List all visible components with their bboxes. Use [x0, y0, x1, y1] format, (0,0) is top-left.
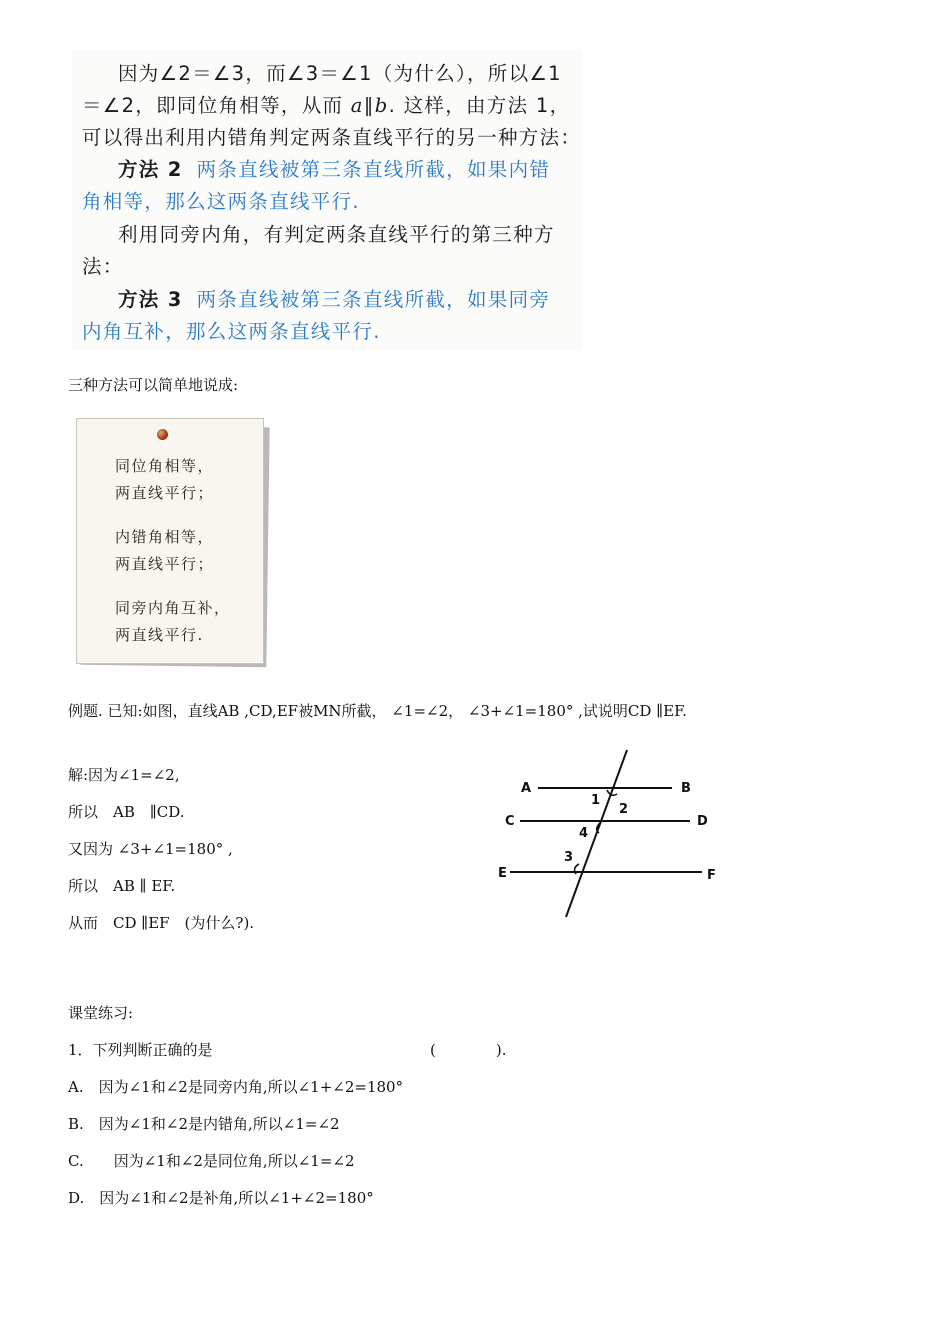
var-b: b [374, 94, 389, 117]
excerpt-line-7: 法： [82, 255, 124, 278]
pushpin-icon [157, 429, 168, 440]
line-mn [566, 750, 627, 917]
label-b: B [681, 781, 691, 796]
note-line-3: 内错角相等， [115, 528, 215, 546]
solution-line-1: 解:因为∠1=∠2, [68, 766, 180, 784]
excerpt-line-6: 利用同旁内角，有判定两条直线平行的第三种方 [118, 223, 555, 246]
parallel-symbol: ∥ [363, 94, 375, 117]
solution-line-2: 所以 AB ∥CD. [68, 803, 185, 821]
method-3-line-1 [118, 284, 550, 312]
summary-intro: 三种方法可以简单地说成: [68, 376, 239, 394]
label-angle-2: 2 [619, 802, 629, 817]
parallel-lines-figure [490, 740, 730, 925]
note-line-1: 同位角相等， [115, 457, 215, 475]
label-f: F [707, 868, 716, 883]
method-2-text-1: 两条直线被第三条直线所截，如果内错 [196, 158, 551, 181]
method-2-label: 方法 2 [118, 158, 183, 181]
note-paper [76, 418, 264, 664]
excerpt-line-2b: . 这样，由方法 1， [388, 94, 571, 117]
excerpt-line-3: 可以得出利用内错角判定两条直线平行的另一种方法： [82, 126, 582, 149]
method-2-line-1 [118, 154, 550, 182]
var-a: a [350, 94, 364, 117]
question-1: 1．下列判断正确的是 [68, 1041, 213, 1059]
method-3-text-2: 内角互补，那么这两条直线平行. [82, 320, 381, 343]
method-3-label: 方法 3 [118, 288, 183, 311]
note-line-5: 同旁内角互补， [115, 599, 231, 617]
label-c: C [505, 814, 515, 829]
label-e: E [498, 866, 507, 881]
excerpt-line-2a: ＝∠2，即同位角相等，从而 [82, 94, 351, 117]
note-line-6: 两直线平行. [115, 626, 204, 644]
solution-line-4: 所以 AB ∥ EF. [68, 877, 176, 895]
option-a: A. 因为∠1和∠2是同旁内角,所以∠1+∠2=180° [68, 1078, 404, 1096]
note-line-4: 两直线平行； [115, 555, 215, 573]
option-d: D. 因为∠1和∠2是补角,所以∠1+∠2=180° [68, 1189, 374, 1207]
label-d: D [697, 814, 708, 829]
option-c: C. 因为∠1和∠2是同位角,所以∠1=∠2 [68, 1152, 355, 1170]
solution-line-3: 又因为 ∠3+∠1=180° , [68, 840, 233, 858]
method-2-text-2: 角相等，那么这两条直线平行. [82, 190, 360, 213]
excerpt-line-2 [82, 90, 570, 118]
textbook-excerpt [72, 50, 582, 350]
method-3-text-1: 两条直线被第三条直线所截，如果同旁 [196, 288, 551, 311]
solution-line-5: 从而 CD ∥EF (为什么?). [68, 914, 255, 932]
answer-blank: ( ). [430, 1041, 507, 1059]
label-angle-4: 4 [579, 826, 589, 841]
label-angle-1: 1 [591, 793, 601, 808]
note-card [74, 416, 270, 668]
exercise-heading: 课堂练习: [68, 1004, 134, 1022]
label-a: A [521, 781, 532, 796]
excerpt-line-1: 因为∠2＝∠3，而∠3＝∠1（为什么），所以∠1 [118, 62, 562, 85]
example-statement: 例题. 已知:如图，直线AB ,CD,EF被MN所截， ∠1=∠2， ∠3+∠1=180° ,试说明CD ∥EF. [68, 702, 687, 720]
label-angle-3: 3 [564, 850, 574, 865]
option-b: B. 因为∠1和∠2是内错角,所以∠1=∠2 [68, 1115, 340, 1133]
note-line-2: 两直线平行； [115, 484, 215, 502]
